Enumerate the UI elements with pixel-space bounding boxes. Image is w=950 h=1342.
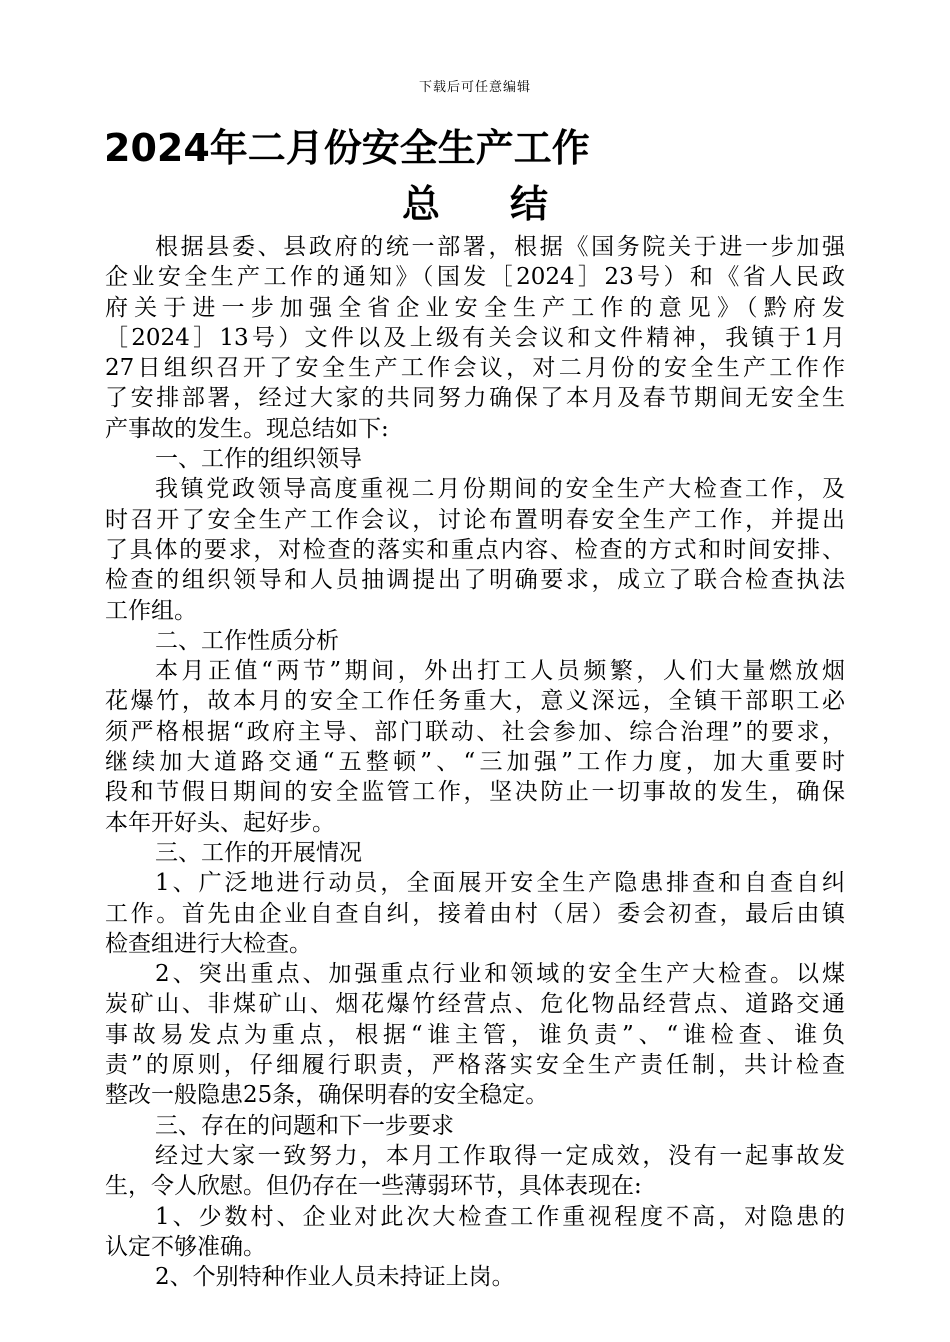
body-line: 整改一般隐患25条，确保明春的安全稳定。: [105, 1082, 549, 1109]
body-line: 生，令人欣慰。但仍存在一些薄弱环节，具体表现在:: [105, 1173, 642, 1200]
body-line: 2、突出重点、加强重点行业和领域的安全生产大检查。以煤: [155, 961, 845, 988]
body-line: 检查的组织领导和人员抽调提出了明确要求，成立了联合检查执法: [105, 567, 845, 594]
document-title-subline: [0, 180, 950, 228]
body-line: 我镇党政领导高度重视二月份期间的安全生产大检查工作，及: [155, 476, 845, 503]
title-char-jie: 结: [510, 182, 549, 226]
body-line: 根据县委、县政府的统一部署，根据《国务院关于进一步加强: [155, 234, 845, 260]
body-line: 责”的原则，仔细履行职责，严格落实安全生产责任制，共计检查: [105, 1052, 845, 1079]
body-line: ［2024］13号）文件以及上级有关会议和文件精神，我镇于1月: [105, 324, 845, 351]
body-line: 时召开了安全生产工作会议，讨论布置明春安全生产工作，并提出: [105, 506, 845, 533]
title-char-zong: 总: [401, 182, 440, 226]
body-line: 产事故的发生。现总结如下:: [105, 415, 389, 442]
body-line: 了具体的要求，对检查的落实和重点内容、检查的方式和时间安排、: [105, 536, 845, 563]
body-line: 事故易发点为重点，根据“谁主管，谁负责”、“谁检查、谁负: [105, 1021, 845, 1048]
body-line: 1、少数村、企业对此次大检查工作重视程度不高，对隐患的: [155, 1203, 845, 1230]
body-line: 三、存在的问题和下一步要求: [155, 1112, 454, 1139]
body-line: 府关于进一步加强全省企业安全生产工作的意见》（黔府发: [105, 294, 845, 321]
body-line: 段和节假日期间的安全监管工作，坚决防止一切事故的发生，确保: [105, 779, 845, 806]
body-line: 花爆竹，故本月的安全工作任务重大，意义深远，全镇干部职工必: [105, 688, 845, 715]
body-line: 一、工作的组织领导: [155, 446, 362, 473]
body-line: 须严格根据“政府主导、部门联动、社会参加、综合治理”的要求，: [105, 718, 845, 745]
body-line: 经过大家一致努力，本月工作取得一定成效，没有一起事故发: [155, 1142, 845, 1169]
document-title: 2024年二月份安全生产工作: [104, 126, 590, 170]
body-line: 本月正值“两节”期间，外出打工人员频繁，人们大量燃放烟: [155, 658, 845, 685]
body-line: 继续加大道路交通“五整顿”、“三加强”工作力度，加大重要时: [105, 749, 845, 776]
body-line: 27日组织召开了安全生产工作会议，对二月份的安全生产工作作: [105, 355, 845, 382]
document-body: [105, 232, 845, 1292]
body-line: 了安排部署，经过大家的共同努力确保了本月及春节期间无安全生: [105, 385, 845, 412]
body-line: 三、工作的开展情况: [155, 839, 362, 866]
body-line: 工作组。: [105, 597, 197, 624]
header-note: 下载后可任意编辑: [418, 80, 531, 95]
body-line: 认定不够准确。: [105, 1233, 266, 1260]
body-line: 炭矿山、非煤矿山、烟花爆竹经营点、危化物品经营点、道路交通: [105, 991, 845, 1018]
body-line: 企业安全生产工作的通知》（国发［2024］23号）和《省人民政: [105, 264, 845, 291]
body-line: 本年开好头、起好步。: [105, 809, 335, 836]
body-line: 1、广泛地进行动员，全面展开安全生产隐患排查和自查自纠: [155, 870, 845, 897]
body-line: 2、个别特种作业人员未持证上岗。: [155, 1264, 515, 1291]
body-line: 二、工作性质分析: [155, 627, 339, 654]
body-line: 工作。首先由企业自查自纠，接着由村（居）委会初查，最后由镇: [105, 900, 845, 927]
body-line: 检查组进行大检查。: [105, 930, 312, 957]
